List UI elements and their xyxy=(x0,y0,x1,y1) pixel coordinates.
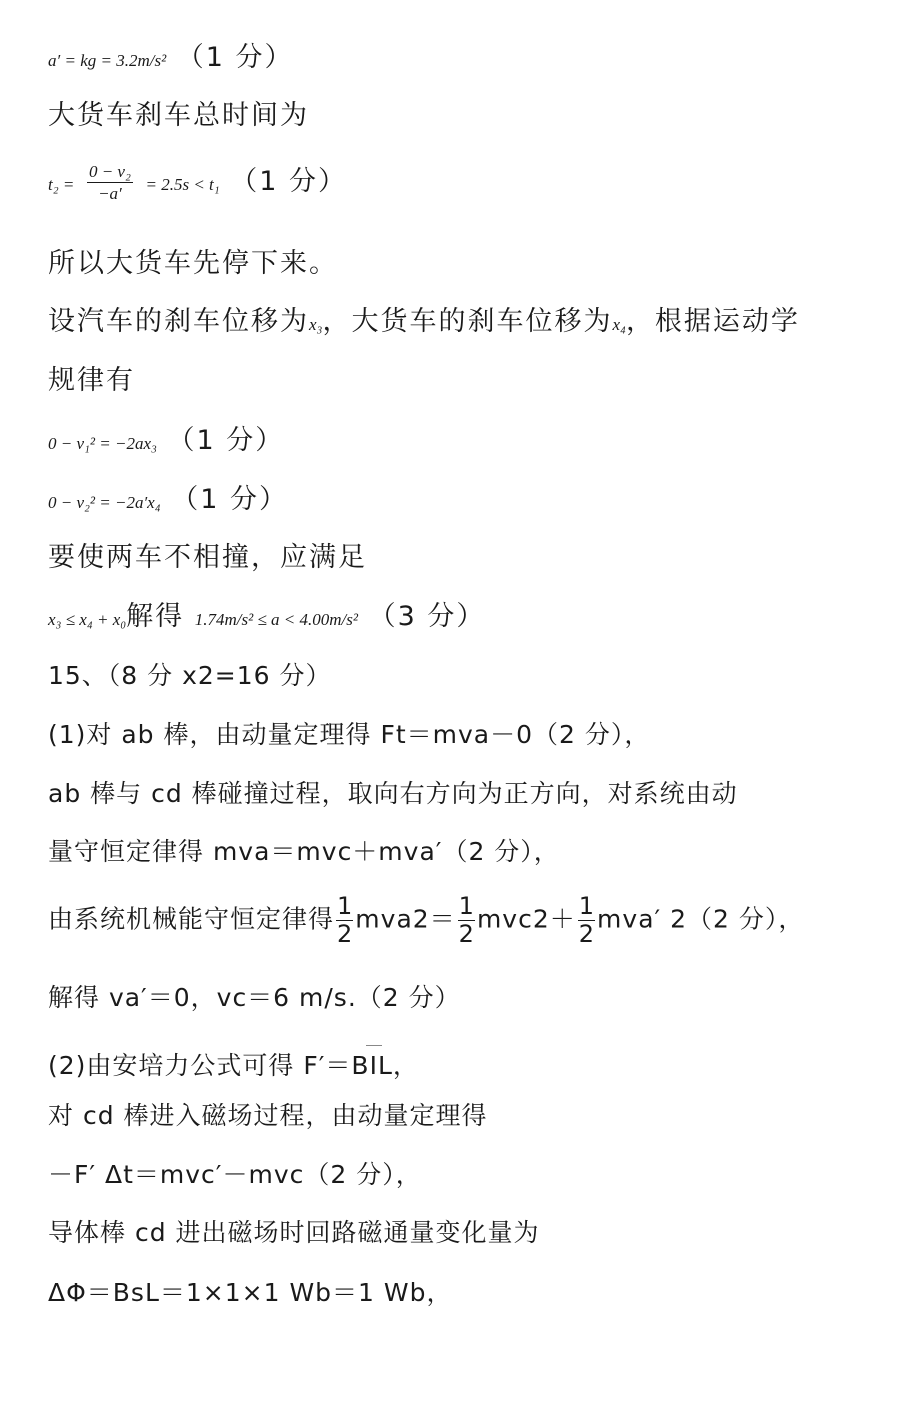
text-segment: 由系统机械能守恒定律得 xyxy=(48,904,335,934)
fraction-denominator: −a′ xyxy=(98,184,122,203)
fraction-numerator: 0 − v₂ xyxy=(88,162,131,181)
fraction-half xyxy=(458,894,475,947)
text-line-17 xyxy=(48,1053,419,1078)
fraction-denominator: 2 xyxy=(337,920,353,949)
formula-line-8 xyxy=(48,486,288,513)
fraction-numerator: 1 xyxy=(337,892,353,920)
text-line-6: 规律有 xyxy=(48,365,135,396)
score: （1 分） xyxy=(230,166,348,197)
text-segment: 解得 xyxy=(126,601,185,632)
text-line-18: 对 cd 棒进入磁场过程，由动量定理得 xyxy=(48,1101,488,1130)
text-line-2: 大货车刹车总时间为 xyxy=(48,100,309,131)
formula-truck-braking: 0 − v₂² = −2a′x₄ xyxy=(48,493,161,512)
formula-condition: x₃ ≤ x₄ + x₀ xyxy=(48,610,127,629)
text-line-21: ΔΦ＝BsL＝1×1×1 Wb＝1 Wb， xyxy=(48,1278,453,1307)
formula-line-1 xyxy=(48,44,294,71)
text-line-9: 要使两车不相撞，应满足 xyxy=(48,542,367,573)
fraction-half xyxy=(578,894,595,947)
formula-line-10 xyxy=(48,603,485,630)
symbol-x4: x₄ xyxy=(612,315,626,334)
fraction-denominator: 2 xyxy=(458,920,474,949)
text-segment: 设汽车的刹车位移为 xyxy=(48,306,309,337)
text-segment: 2＋ xyxy=(532,904,576,934)
text-segment: (2)由安培力公式可得 F′＝B xyxy=(48,1051,370,1080)
formula-result: 1.74m/s² ≤ a < 4.00m/s² xyxy=(194,610,358,629)
text-line-4: 所以大货车先停下来。 xyxy=(48,248,338,279)
formula-line-3 xyxy=(48,163,347,202)
question-heading: 15、（8 分 x2=16 分） xyxy=(48,661,332,690)
text-line-14: 量守恒定律得 mva＝mvc＋mva′（2 分）， xyxy=(48,837,560,866)
score: （1 分） xyxy=(176,42,294,73)
formula-t2-rhs: = 2.5s < t₁ xyxy=(145,175,220,194)
text-line-20: 导体棒 cd 进出磁场时回路磁通量变化量为 xyxy=(48,1218,540,1247)
fraction-denominator: 2 xyxy=(578,920,595,949)
text-segment: L， xyxy=(377,1051,419,1080)
formula-line-7 xyxy=(48,427,284,454)
score: （1 分） xyxy=(167,425,285,456)
fraction-half xyxy=(336,894,353,947)
score: （1 分） xyxy=(171,484,289,515)
text-segment: ，根据运动学 xyxy=(625,306,800,337)
text-line-13: ab 棒与 cd 棒碰撞过程，取向右方向为正方向，对系统由动 xyxy=(48,779,738,808)
text-segment: 2＝ xyxy=(412,904,456,934)
formula-t2-lhs: t₂ = xyxy=(48,175,75,194)
fraction-numerator: 1 xyxy=(458,892,474,920)
text-line-16: 解得 va′＝0，vc＝6 m/s.（2 分） xyxy=(48,983,461,1012)
current-symbol: I xyxy=(369,1051,378,1080)
text-line-5 xyxy=(48,308,800,335)
symbol-x3: x₃ xyxy=(309,315,323,334)
formula-car-braking: 0 − v₁² = −2ax₃ xyxy=(48,434,157,453)
text-line-12: (1)对 ab 棒，由动量定理得 Ft＝mva－0（2 分）， xyxy=(48,720,651,749)
text-segment: mvc xyxy=(476,904,533,934)
score: （3 分） xyxy=(368,601,486,632)
formula-a-prime: a′ = kg = 3.2m/s² xyxy=(48,51,167,70)
formula-fraction xyxy=(87,163,133,202)
text-line-15 xyxy=(48,894,804,947)
text-line-19: －F′ Δt＝mvc′－mvc（2 分）， xyxy=(48,1160,422,1189)
text-segment: ，大货车的刹车位移为 xyxy=(322,306,613,337)
text-segment: mva′ 2（2 分）， xyxy=(597,904,805,934)
text-segment: mva xyxy=(355,904,413,934)
fraction-numerator: 1 xyxy=(578,892,595,920)
